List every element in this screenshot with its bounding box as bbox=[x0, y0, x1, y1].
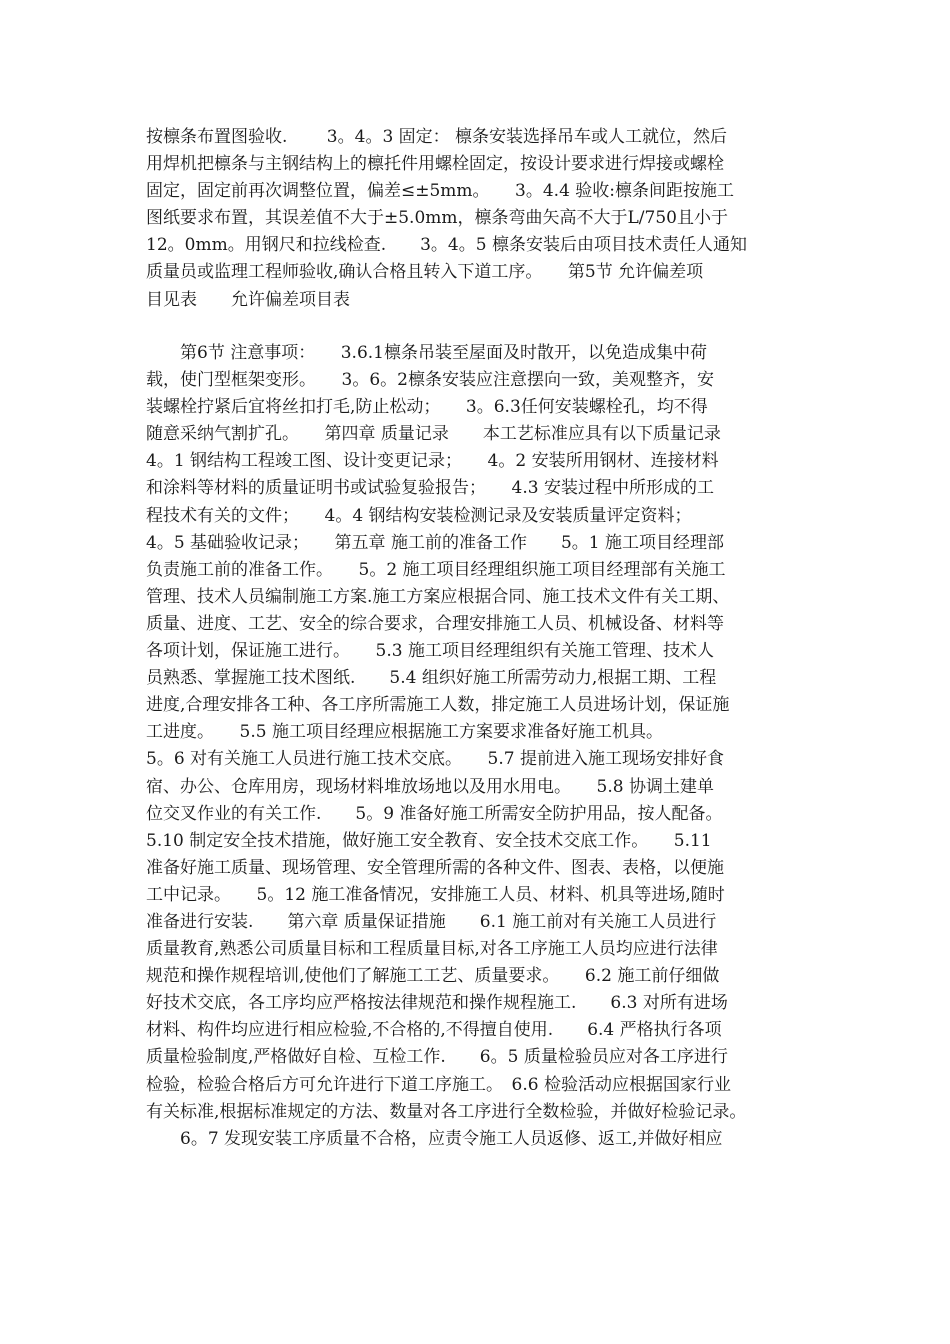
text-line: 工进度。 5.5 施工项目经理应根据施工方案要求准备好施工机具。 bbox=[146, 722, 663, 743]
text-line: 各项计划，保证施工进行。 5.3 施工项目经理组织有关施工管理、技术人 bbox=[146, 641, 714, 662]
text-line: 4。1 钢结构工程竣工图、设计变更记录； 4。2 安装所用钢材、连接材料 bbox=[146, 451, 719, 472]
text-line: 按檩条布置图验收. 3。4。3 固定： 檩条安装选择吊车或人工就位，然后 bbox=[146, 127, 728, 147]
text-line: 和涂料等材料的质量证明书或试验复验报告； 4.3 安装过程中所形成的工 bbox=[146, 478, 714, 499]
text-line: 质量教育,熟悉公司质量目标和工程质量目标,对各工序施工人员均应进行法律 bbox=[146, 939, 718, 960]
text-line: 质量员或监理工程师验收,确认合格且转入下道工序。 第5节 允许偏差项 bbox=[146, 262, 704, 283]
text-line: 位交叉作业的有关工作. 5。9 准备好施工所需安全防护用品，按人配备。 bbox=[146, 803, 723, 824]
text-line: 5.10 制定安全技术措施，做好施工安全教育、安全技术交底工作。 5.11 bbox=[146, 830, 712, 851]
text-line: 随意采纳气割扩孔。 第四章 质量记录 本工艺标准应具有以下质量记录 bbox=[146, 424, 721, 445]
paragraph-1 bbox=[146, 124, 810, 314]
text-line: 图纸要求布置，其误差值不大于±5.0mm，檩条弯曲矢高不大于L/750且小于 bbox=[146, 208, 728, 229]
text-line: 工中记录。 5。12 施工准备情况，安排施工人员、材料、机具等进场,随时 bbox=[146, 884, 725, 905]
text-line: 好技术交底，各工序均应严格按法律规范和操作规程施工. 6.3 对所有进场 bbox=[146, 993, 728, 1014]
text-line: 准备好施工质量、现场管理、安全管理所需的各种文件、图表、表格，以便施 bbox=[146, 857, 724, 878]
text-line: 材料、构件均应进行相应检验,不合格的,不得擅自使用. 6.4 严格执行各项 bbox=[146, 1020, 722, 1041]
text-line: 程技术有关的文件； 4。4 钢结构安装检测记录及安装质量评定资料； bbox=[146, 505, 692, 526]
text-line: 4。5 基础验收记录； 第五章 施工前的准备工作 5。1 施工项目经理部 bbox=[146, 532, 724, 553]
text-line: 负责施工前的准备工作。 5。2 施工项目经理组织施工项目经理部有关施工 bbox=[146, 559, 726, 580]
text-line: 管理、技术人员编制施工方案.施工方案应根据合同、施工技术文件有关工期、 bbox=[146, 586, 730, 607]
text-line: 员熟悉、掌握施工技术图纸. 5.4 组织好施工所需劳动力,根据工期、工程 bbox=[146, 668, 717, 689]
text-line: 检验，检验合格后方可允许进行下道工序施工。 6.6 检验活动应根据国家行业 bbox=[146, 1074, 731, 1095]
text-line: 规范和操作规程培训,使他们了解施工工艺、质量要求。 6.2 施工前仔细做 bbox=[146, 966, 720, 987]
text-line: 用焊机把檩条与主钢结构上的檩托件用螺栓固定，按设计要求进行焊接或螺栓 bbox=[146, 154, 724, 175]
text-line: 固定，固定前再次调整位置，偏差≤±5mm。 3。4.4 验收:檩条间距按施工 bbox=[146, 181, 735, 202]
text-line: 质量检验制度,严格做好自检、互检工作. 6。5 质量检验员应对各工序进行 bbox=[146, 1047, 728, 1068]
text-line: 有关标准,根据标准规定的方法、数量对各工序进行全数检验，并做好检验记录。 bbox=[146, 1101, 747, 1122]
text-line: 12。0mm。用钢尺和拉线检查. 3。4。5 檩条安装后由项目技术责任人通知 bbox=[146, 235, 747, 256]
text-line: 质量、进度、工艺、安全的综合要求，合理安排施工人员、机械设备、材料等 bbox=[146, 613, 724, 634]
text-line: 装螺栓拧紧后宜将丝扣打毛,防止松动； 3。6.3任何安装螺栓孔，均不得 bbox=[146, 397, 708, 418]
paragraph-2 bbox=[146, 340, 810, 1153]
text-line: 进度,合理安排各工种、各工序所需施工人数，排定施工人员进场计划，保证施 bbox=[146, 695, 730, 716]
text-line: 第6节 注意事项： 3.6.1檩条吊装至屋面及时散开，以免造成集中荷 bbox=[146, 343, 707, 363]
text-line: 5。6 对有关施工人员进行施工技术交底。 5.7 提前进入施工现场安排好食 bbox=[146, 749, 724, 770]
text-line: 目见表 允许偏差项目表 bbox=[146, 289, 350, 310]
text-line: 准备进行安装. 第六章 质量保证措施 6.1 施工前对有关施工人员进行 bbox=[146, 911, 717, 932]
text-line: 载，使门型框架变形。 3。6。2檩条安装应注意摆向一致，美观整齐，安 bbox=[146, 370, 714, 391]
text-line: 宿、办公、仓库用房，现场材料堆放场地以及用水用电。 5.8 协调土建单 bbox=[146, 776, 714, 797]
text-line: 6。7 发现安装工序质量不合格，应责令施工人员返修、返工,并做好相应 bbox=[146, 1128, 723, 1149]
